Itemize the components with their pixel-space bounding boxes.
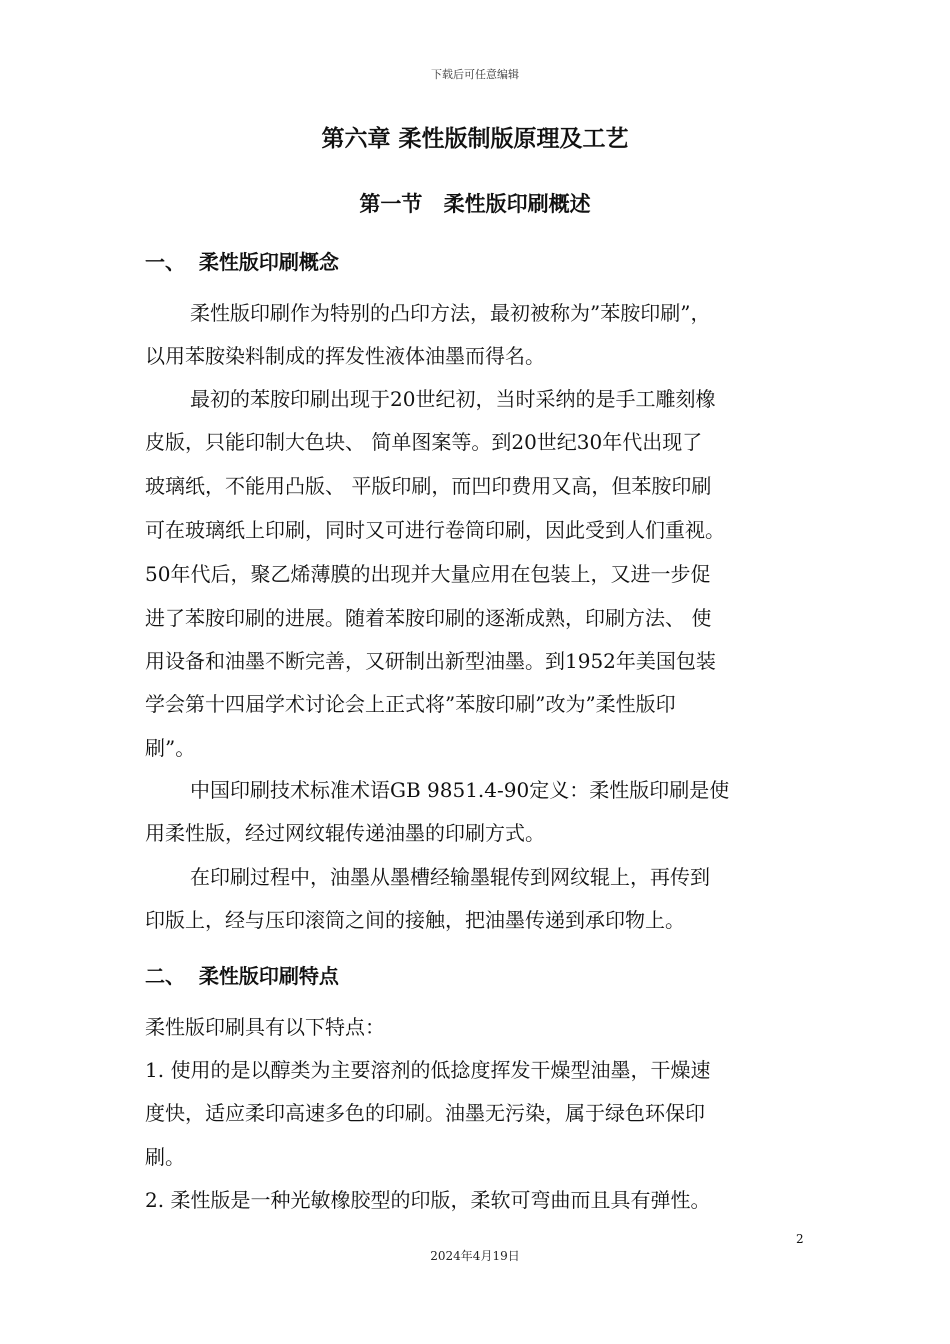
text-line: 刷”。	[145, 736, 196, 760]
text-line: 进了苯胺印刷的进展。随着苯胺印刷的逐渐成熟，印刷方法、 使	[145, 606, 712, 630]
heading-features: 二、 柔性版印刷特点	[145, 964, 339, 988]
text-line: 在印刷过程中，油墨从墨槽经输墨辊传到网纹辊上，再传到	[190, 865, 710, 889]
chapter-title: 第六章 柔性版制版原理及工艺	[321, 126, 629, 152]
section-title: 第一节 柔性版印刷概述	[359, 192, 591, 216]
text-line: 用柔性版，经过网纹辊传递油墨的印刷方式。	[145, 821, 545, 845]
text-line: 学会第十四届学术讨论会上正式将”苯胺印刷”改为”柔性版印	[145, 692, 676, 716]
text-line: 中国印刷技术标准术语GB 9851.4-90定义：柔性版印刷是使	[190, 778, 730, 802]
text-line: 柔性版印刷作为特别的凸印方法，最初被称为”苯胺印刷”，	[190, 301, 711, 325]
text-line: 用设备和油墨不断完善，又研制出新型油墨。到1952年美国包装	[145, 649, 716, 673]
text-line: 印版上，经与压印滚筒之间的接触，把油墨传递到承印物上。	[145, 908, 685, 932]
page-header-note: 下载后可任意编辑	[431, 68, 519, 81]
text-line: 2. 柔性版是一种光敏橡胶型的印版，柔软可弯曲而且具有弹性。	[145, 1188, 711, 1212]
text-line: 以用苯胺染料制成的挥发性液体油墨而得名。	[145, 344, 545, 368]
text-line: 度快，适应柔印高速多色的印刷。油墨无污染，属于绿色环保印	[145, 1101, 705, 1125]
text-line: 刷。	[145, 1145, 185, 1169]
text-line: 柔性版印刷具有以下特点：	[145, 1015, 385, 1039]
text-line: 1. 使用的是以醇类为主要溶剂的低捻度挥发干燥型油墨，干燥速	[145, 1058, 711, 1082]
page-number: 2	[796, 1232, 804, 1246]
heading-concept: 一、 柔性版印刷概念	[145, 250, 339, 274]
text-line: 玻璃纸，不能用凸版、 平版印刷，而凹印费用又高，但苯胺印刷	[145, 474, 712, 498]
text-line: 皮版，只能印制大色块、 简单图案等。到20世纪30年代出现了	[145, 430, 703, 454]
text-line: 最初的苯胺印刷出现于20世纪初，当时采纳的是手工雕刻橡	[190, 387, 716, 411]
text-line: 可在玻璃纸上印刷，同时又可进行卷筒印刷，因此受到人们重视。	[145, 518, 725, 542]
text-line: 50年代后，聚乙烯薄膜的出现并大量应用在包装上，又进一步促	[145, 562, 711, 586]
footer-date: 2024年4月19日	[430, 1249, 520, 1263]
